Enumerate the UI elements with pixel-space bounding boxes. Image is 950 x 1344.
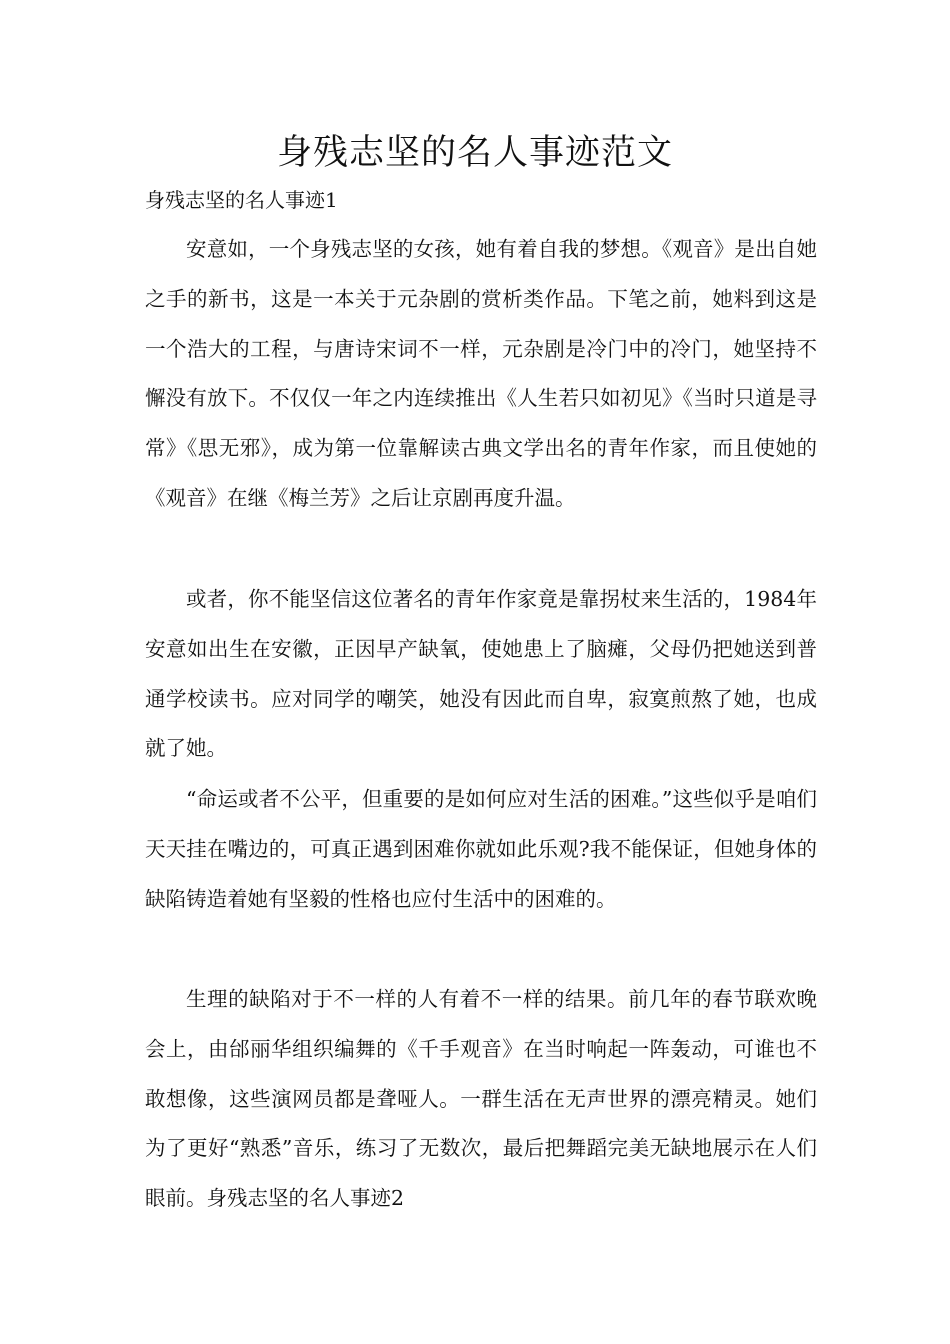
- section-heading: 身残志坚的名人事迹1: [145, 188, 338, 212]
- paragraph-2: 或者，你不能坚信这位著名的青年作家竟是靠拐杖来生活的，1984年安意如出生在安徽，正因早产缺氧，使她患上了脑瘫，父母仍把她送到普通学校读书。应对同学的嘲笑，她没有因此而自卑，寂寞煎熬了她，也成就了她。: [145, 587, 817, 761]
- paragraph-3: “命运或者不公平，但重要的是如何应对生活的困难。”这些似乎是咱们天天挂在嘴边的，可真正遇到困难你就如此乐观?我不能保证，但她身体的缺陷铸造着她有坚毅的性格也应付生活中的困难的。: [145, 787, 817, 911]
- paragraph-1: 安意如，一个身残志坚的女孩，她有着自我的梦想。《观音》是出自她之手的新书，这是一本关于元杂剧的赏析类作品。下笔之前，她料到这是一个浩大的工程，与唐诗宋词不一样，元杂剧是冷门中的冷门，她坚持不懈没有放下。不仅仅一年之内连续推出《人生若只如初见》《当时只道是寻常》《思无邪》，成为第一位靠解读古典文学出名的青年作家，而且使她的《观音》在继《梅兰芳》之后让京剧再度升温。: [145, 237, 817, 510]
- document-title: 身残志坚的名人事迹范文: [276, 133, 673, 173]
- paragraph-4: 生理的缺陷对于不一样的人有着不一样的结果。前几年的春节联欢晚会上，由邰丽华组织编舞的《千手观音》在当时响起一阵轰动，可谁也不敢想像，这些演网员都是聋哑人。一群生活在无声世界的漂亮精灵。她们为了更好“熟悉”音乐，练习了无数次，最后把舞蹈完美无缺地展示在人们眼前。身残志坚的名人事迹2: [145, 987, 817, 1211]
